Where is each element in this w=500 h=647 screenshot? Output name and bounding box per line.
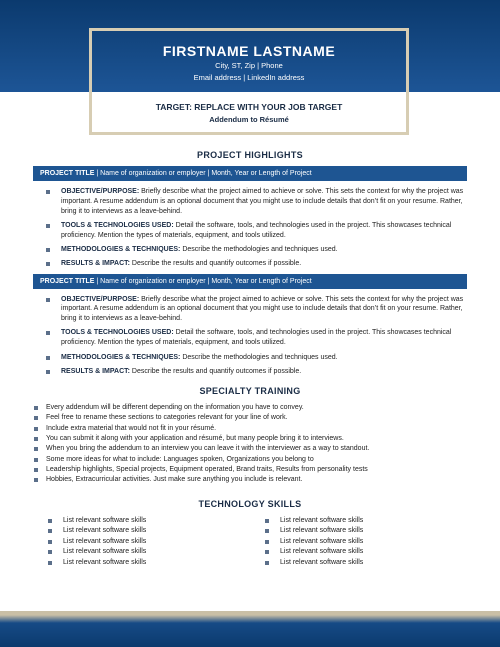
header-contact-block xyxy=(92,31,406,92)
item-text: Briefly describe what the project aimed to achieve or solve. This sets the context for why the project was important. A resume addendum is an optional document that you might use to include details that don’t fit on your resume. Rather, bring it to interviews as a leave-behind. xyxy=(61,188,464,215)
list-item: List relevant software skills xyxy=(265,516,467,527)
item-text: Briefly describe what the project aimed to achieve or solve. This sets the context for why the project was important. A resume addendum is an optional document that you might use to include details that don’t fit on your resume. Rather, bring it to interviews as a leave-behind. xyxy=(61,295,464,323)
document-body xyxy=(33,145,467,569)
project-title: PROJECT TITLE xyxy=(40,170,95,177)
contact-line-location-phone: City, ST, Zip | Phone xyxy=(215,61,283,70)
list-item: List relevant software skills xyxy=(48,558,250,569)
list-item xyxy=(46,353,467,363)
list-item: Some more ideas for what to include: Languages spoken, Organizations you belong to xyxy=(33,455,467,465)
project-details: | Name of organization or employer | Month, Year or Length of Project xyxy=(96,170,312,177)
item-label: RESULTS & IMPACT: xyxy=(61,367,130,375)
job-target: TARGET: REPLACE WITH YOUR JOB TARGET xyxy=(155,102,343,112)
list-item: Feel free to rename these sections to categories relevant for your line of work. xyxy=(33,413,467,423)
list-item: List relevant software skills xyxy=(265,558,467,569)
target-block xyxy=(92,92,406,135)
item-label: METHODOLOGIES & TECHNIQUES: xyxy=(61,245,181,253)
list-item: List relevant software skills xyxy=(265,547,467,558)
list-item: List relevant software skills xyxy=(265,526,467,537)
item-label: TOOLS & TECHNOLOGIES USED: xyxy=(61,329,174,337)
item-text: Detail the software, tools, and technologies used in the project. This showcases technical proficiency. Mention the types of materials, equipment, and tools utilized. xyxy=(61,221,452,239)
item-text: Describe the results and quantify outcomes if possible. xyxy=(131,260,302,268)
list-item: List relevant software skills xyxy=(48,526,250,537)
list-item: Include extra material that would not fit in your résumé. xyxy=(33,424,467,434)
specialty-training-list xyxy=(33,403,467,485)
list-item: Leadership highlights, Special projects, Equipment operated, Brand traits, Results from personality tests xyxy=(33,465,467,475)
project-title: PROJECT TITLE xyxy=(40,277,95,285)
list-item xyxy=(46,221,467,241)
list-item: List relevant software skills xyxy=(48,516,250,527)
list-item xyxy=(46,328,467,348)
list-item: List relevant software skills xyxy=(48,547,250,558)
project-details: | Name of organization or employer | Month, Year or Length of Project xyxy=(96,277,312,285)
document-subtitle: Addendum to Résumé xyxy=(209,115,289,124)
item-text: Describe the results and quantify outcomes if possible. xyxy=(131,367,302,375)
list-item: List relevant software skills xyxy=(48,537,250,548)
section-title-specialty-training: SPECIALTY TRAINING xyxy=(199,386,301,397)
footer-band xyxy=(0,611,500,647)
list-item xyxy=(46,259,467,269)
list-item: Hobbies, Extracurricular activities. Just make sure anything you include is relevant. xyxy=(33,475,467,485)
header-frame xyxy=(89,28,409,135)
candidate-name: FIRSTNAME LASTNAME xyxy=(162,43,336,59)
section-title-technology-skills: TECHNOLOGY SKILLS xyxy=(198,498,302,509)
item-text: Describe the methodologies and techniques used. xyxy=(182,353,338,361)
project-block-2 xyxy=(33,274,467,377)
list-item: Every addendum will be different depending on the information you have to convey. xyxy=(33,403,467,413)
list-item: List relevant software skills xyxy=(265,537,467,548)
skills-column-left xyxy=(33,516,250,569)
item-label: METHODOLOGIES & TECHNIQUES: xyxy=(61,353,181,361)
list-item xyxy=(46,295,467,324)
item-text: Describe the methodologies and techniques used. xyxy=(182,245,338,253)
item-label: TOOLS & TECHNOLOGIES USED: xyxy=(61,221,174,229)
list-item: When you bring the addendum to an interview you can leave it with the interviewer as a way to standout. xyxy=(33,444,467,454)
list-item xyxy=(46,367,467,377)
list-item xyxy=(46,245,467,255)
project-detail-list xyxy=(33,187,467,269)
contact-line-email-linkedin: Email address | LinkedIn address xyxy=(193,73,305,82)
technology-skills-columns xyxy=(33,516,467,569)
project-title-bar xyxy=(33,166,467,181)
project-detail-list xyxy=(33,295,467,377)
project-title-bar xyxy=(33,274,467,289)
project-block-1 xyxy=(33,166,467,269)
list-item xyxy=(46,187,467,216)
item-text: Detail the software, tools, and technologies used in the project. This showcases technical proficiency. Mention the types of materials, equipment, and tools utilized. xyxy=(61,329,452,347)
item-label: OBJECTIVE/PURPOSE: xyxy=(61,295,140,303)
list-item: You can submit it along with your application and résumé, but many people bring it to interviews. xyxy=(33,434,467,444)
item-label: OBJECTIVE/PURPOSE: xyxy=(61,188,140,195)
item-label: RESULTS & IMPACT: xyxy=(61,260,130,268)
section-title-project-highlights: PROJECT HIGHLIGHTS xyxy=(197,150,303,160)
skills-column-right xyxy=(250,516,467,569)
